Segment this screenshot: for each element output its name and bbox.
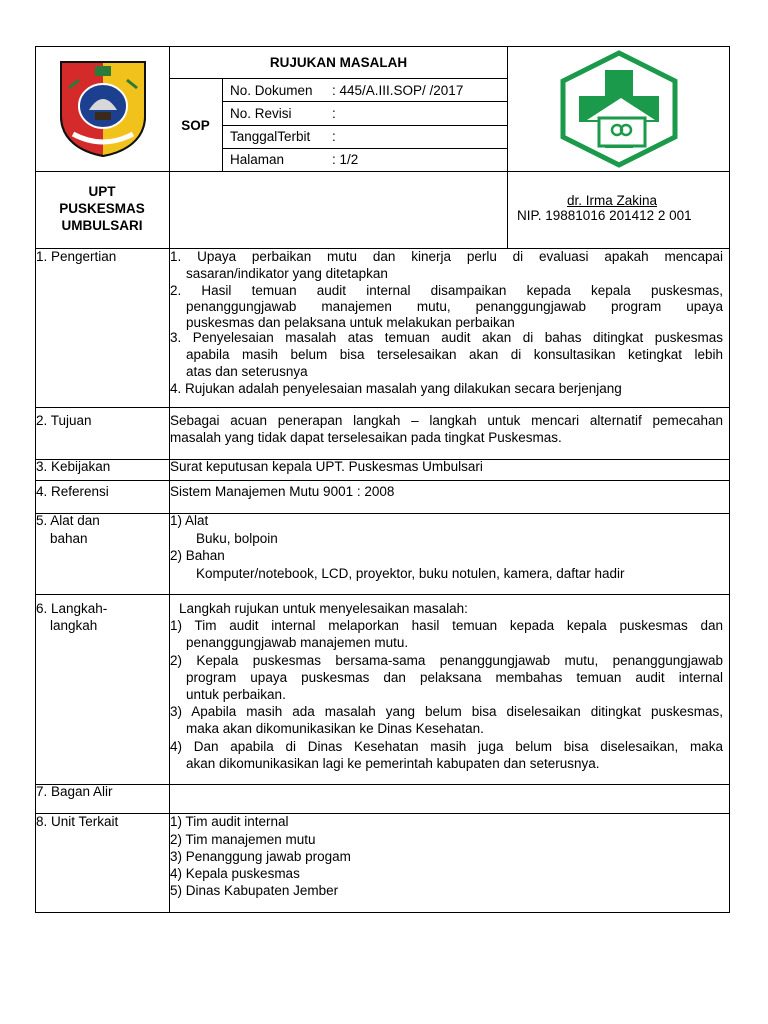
unit-line: 5) Dinas Kabupaten Jember (170, 883, 339, 898)
jember-regency-crest-icon (55, 58, 151, 158)
sop-label: SOP (181, 118, 210, 133)
alat-line: 2) Bahan (170, 548, 225, 563)
meta-label-no-revisi: No. Revisi (230, 106, 292, 121)
unit-line: 1) Tim audit internal (170, 814, 289, 829)
langkah-line: Langkah rujukan untuk menyelesaikan masalah: (179, 601, 468, 616)
section-label-pengertian: 1. Pengertian (36, 249, 117, 264)
langkah-line: 2) Kepala puskesmas bersama-sama penanggungjawab mutu, penanggungjawab (170, 653, 723, 668)
signer-name: dr. Irma Zakina (567, 193, 658, 208)
langkah-line: 4) Dan apabila di Dinas Kesehatan masih juga belum bisa diselesaikan, maka (170, 739, 723, 754)
pengertian-line: puskesmas dan pelaksana untuk melakukan perbaikan (186, 315, 515, 330)
meta-label-tanggal-terbit: TanggalTerbit (230, 129, 311, 144)
pengertian-line: 4. Rujukan adalah penyelesaian masalah yang dilakukan secara berjenjang (170, 381, 622, 396)
org-name-line-3: UMBULSARI (61, 218, 143, 233)
langkah-line: untuk perbaikan. (186, 687, 286, 702)
alat-line: Buku, bolpoin (196, 531, 278, 546)
meta-value-tanggal-terbit: : (332, 129, 336, 144)
section-label-langkah: 6. Langkah- (36, 601, 108, 616)
section-label-referensi: 4. Referensi (36, 484, 109, 499)
meta-label-halaman: Halaman (230, 152, 285, 167)
pengertian-line: 2. Hasil temuan audit internal disampaikan kepada kepala puskesmas, (170, 283, 723, 298)
alat-line: 1) Alat (170, 513, 209, 528)
pengertian-line: 3. Penyelesaian masalah atas temuan audit akan di bahas ditingkat puskesmas (170, 330, 723, 345)
org-name-line-1: UPT (88, 184, 116, 199)
signer-nip: NIP. 19881016 201412 2 001 (517, 208, 692, 223)
unit-line: 2) Tim manajemen mutu (170, 832, 316, 847)
puskesmas-cross-house-logo-icon (557, 50, 681, 168)
pengertian-line: atas dan seterusnya (186, 364, 308, 379)
section-label-alat: 5. Alat dan (36, 513, 100, 528)
langkah-line: penanggungjawab manajemen mutu. (186, 635, 409, 650)
unit-line: 4) Kepala puskesmas (170, 866, 300, 881)
section-label-langkah-cont: langkah (50, 618, 98, 633)
langkah-line: 3) Apabila masih ada masalah yang belum bisa diselesaikan ditingkat puskesmas, (170, 704, 723, 719)
document-title: RUJUKAN MASALAH (269, 55, 408, 70)
pengertian-line: apabila masih belum bisa terselesaikan akan di konsultasikan ketingkat lebih (186, 347, 723, 362)
section-label-tujuan: 2. Tujuan (36, 413, 92, 428)
unit-line: 3) Penanggung jawab progam (170, 849, 351, 864)
meta-label-no-dokumen: No. Dokumen (230, 83, 313, 98)
pengertian-line: sasaran/indikator yang ditetapkan (186, 266, 388, 281)
section-label-alat-cont: bahan (50, 531, 88, 546)
sop-document (35, 46, 730, 913)
langkah-line: 1) Tim audit internal melaporkan hasil temuan kepada kepala puskesmas dan (170, 618, 723, 633)
section-label-kebijakan: 3. Kebijakan (36, 459, 111, 474)
tujuan-line: masalah yang tidak dapat terselesaikan pada tingkat Puskesmas. (170, 430, 562, 445)
kebijakan-text: Surat keputusan kepala UPT. Puskesmas Umbulsari (170, 459, 483, 474)
section-label-unit-terkait: 8. Unit Terkait (36, 814, 119, 829)
langkah-line: akan dikomunikasikan lagi ke pemerintah kabupaten dan seterusnya. (186, 756, 600, 771)
meta-value-halaman: : 1/2 (332, 152, 359, 167)
alat-line: Komputer/notebook, LCD, proyektor, buku notulen, kamera, daftar hadir (196, 566, 625, 581)
tujuan-line: Sebagai acuan penerapan langkah – langkah untuk mencari alternatif pemecahan (170, 413, 723, 428)
meta-value-no-revisi: : (332, 106, 336, 121)
pengertian-line: penanggungjawab manajemen mutu, penanggungjawab program upaya (186, 299, 723, 314)
pengertian-line: 1. Upaya perbaikan mutu dan kinerja perlu di evaluasi apakah mencapai (170, 249, 723, 264)
langkah-line: maka akan dikomunikasikan ke Dinas Kesehatan. (186, 721, 484, 736)
section-label-bagan-alir: 7. Bagan Alir (36, 784, 113, 799)
langkah-line: program upaya puskesmas dan pelaksana membahas temuan audit internal (186, 670, 723, 685)
referensi-text: Sistem Manajemen Mutu 9001 : 2008 (170, 484, 395, 499)
org-name-line-2: PUSKESMAS (59, 201, 145, 216)
meta-value-no-dokumen: : 445/A.III.SOP/ /2017 (332, 83, 464, 98)
